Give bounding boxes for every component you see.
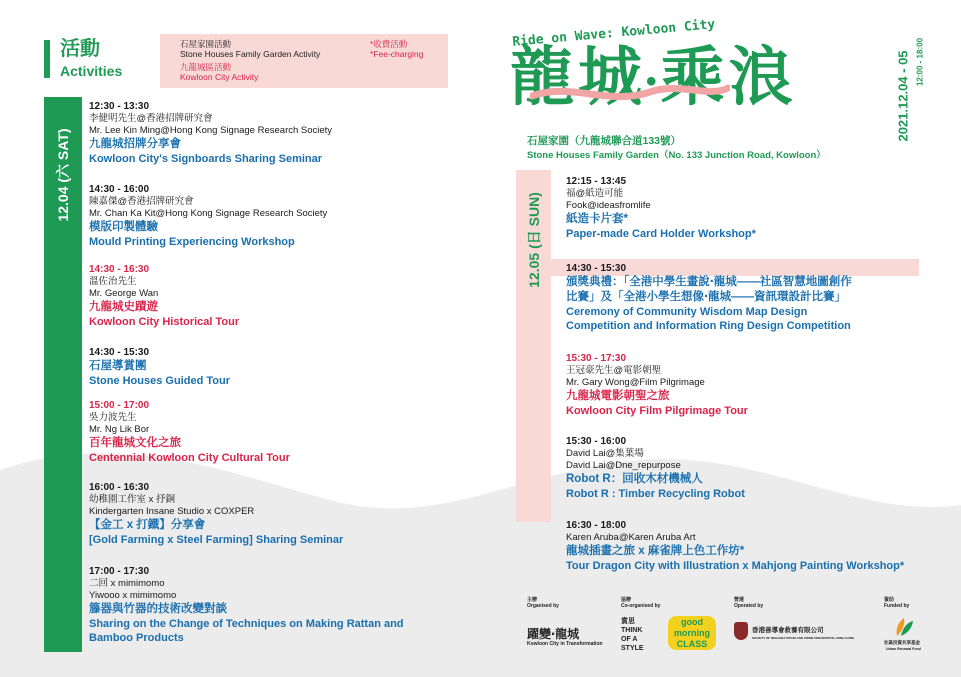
event-title-en: Robot R : Timber Recycling Robot (566, 488, 745, 500)
legend-fee-zh: *收費活動 (370, 39, 408, 49)
event-presenter-zh: 二回 x mimimomo (89, 578, 165, 589)
event-time: 17:00 - 17:30 (89, 566, 150, 577)
event-time: 15:30 - 16:00 (566, 436, 627, 447)
event-time: 12:15 - 13:45 (566, 176, 627, 187)
event-d2-1 (566, 175, 756, 241)
event-title-en: Kowloon City Historical Tour (89, 316, 240, 328)
event-title-zh: 九龍城電影朝聖之旅 (566, 390, 670, 402)
event-presenter-zh: 李健明先生@香港招牌研究會 (89, 113, 213, 124)
event-d1-4 (89, 346, 230, 388)
event-presenter-zh: 幼稚園工作室 x 抒銅 (89, 494, 176, 505)
logo-operator: 香港善導會救養有限公司 (752, 627, 824, 634)
brand-title-part1: 龍城 (510, 41, 646, 113)
event-presenter-zh: 陳嘉傑@香港招牌研究會 (89, 196, 194, 207)
legend (160, 34, 448, 88)
event-presenter-en: Karen Aruba@Karen Aruba Art (566, 532, 696, 543)
event-time: 14:30 - 15:30 (89, 347, 150, 358)
logo-gmc-line1: good (681, 617, 703, 627)
organiser-caption-zh: 主辦 (527, 597, 538, 603)
logo-funder-sub: Urban Renewal Fund (886, 647, 921, 651)
operator-caption-zh: 營運 (734, 597, 745, 603)
event-title-zh: 九龍城招牌分享會 (89, 138, 181, 150)
organiser-caption-en: Organised by (527, 603, 559, 609)
event-d2-3 (566, 352, 748, 418)
legend-stone-zh: 石屋家園活動 (180, 39, 232, 49)
event-time: 15:00 - 17:00 (89, 400, 150, 411)
logo-gmc-line3: CLASS (676, 639, 708, 649)
logo-think-zh: 賞思 (621, 618, 635, 625)
event-presenter-en: Mr. Lee Kin Ming@Hong Kong Signage Research Society (89, 125, 333, 136)
event-title-zh: 頒獎典禮：「全港中學生畫說‧龍城——社區智慧地圖創作 (566, 276, 852, 288)
event-time: 12:30 - 13:30 (89, 101, 150, 112)
event-title-zh: 紙造卡片套* (566, 213, 628, 225)
event-title-zh: 石屋導賞團 (89, 360, 147, 372)
logo-think-line2: OF A (621, 636, 638, 643)
activities-accent-bar (44, 40, 50, 78)
event-title-en: Kowloon City's Signboards Sharing Seminar (89, 153, 323, 165)
event-title-en-line2: Bamboo Products (89, 632, 184, 644)
event-presenter-en: Mr. George Wan (89, 288, 159, 299)
logo-gmc-line2: morning (674, 628, 710, 638)
logo-organiser-sub: Kowloon City in Transformation (527, 641, 603, 647)
logo-think-line1: THINK (621, 627, 643, 634)
operator-caption-en: Operated by (734, 603, 764, 609)
event-title-zh: 百年龍城文化之旅 (89, 437, 181, 449)
activities-subtitle: Activities (60, 63, 123, 79)
funder-caption-zh: 資助 (884, 597, 895, 603)
event-presenter-zh: David Lai@集葉場 (566, 448, 644, 459)
event-d1-2 (89, 183, 327, 249)
legend-kc (180, 62, 258, 82)
event-time: 14:30 - 16:30 (89, 264, 150, 275)
co-organiser (621, 597, 660, 609)
event-presenter-en: Mr. Gary Wong@Film Pilgrimage (566, 377, 705, 388)
funder (884, 597, 909, 609)
event-d1-7 (89, 565, 404, 645)
event-dates: 2021.12.04 - 05 (895, 50, 911, 142)
event-d1-1 (89, 100, 332, 166)
brand-title-part2: 乘浪 (660, 41, 797, 113)
event-presenter-zh: 溫佐治先生 (89, 276, 137, 287)
legend-stone (180, 39, 320, 59)
shield-icon (734, 622, 748, 640)
brand-title-dot: • (646, 65, 661, 99)
event-title-zh: 【金工 x 打鐵】分享會 (89, 519, 206, 531)
event-title-zh: 模版印製體驗 (89, 221, 158, 233)
event-title-en: Stone Houses Guided Tour (89, 375, 230, 387)
tagline: Ride on Wave: Kowloon City (511, 17, 716, 50)
co-organiser-caption-zh: 協辦 (621, 597, 632, 603)
event-title-en: Mould Printing Experiencing Workshop (89, 236, 295, 248)
legend-fee (370, 39, 423, 59)
event-time: 16:30 - 18:00 (566, 520, 627, 531)
event-title-en-line2: Competition and Information Ring Design Competition (566, 320, 851, 332)
event-d2-4 (566, 435, 745, 501)
venue-zh: 石屋家園（九龍城聯合道133號） (527, 135, 682, 147)
logo-think-line3: STYLE (621, 645, 644, 652)
event-title-en: Paper-made Card Holder Workshop* (566, 228, 756, 240)
event-title-zh: Robot R：回收木材機械人 (566, 473, 703, 485)
event-d2-5 (566, 519, 904, 573)
logo-operator-sub: SOCIETY OF REHABILITATION AND CRIME PREVENTION, HONG KONG (752, 636, 855, 640)
event-d1-6 (89, 481, 343, 547)
event-presenter-en: Mr. Chan Ka Kit@Hong Kong Signage Research Society (89, 208, 328, 219)
event-presenter-en: Mr. Ng Lik Bor (89, 424, 150, 435)
operator (734, 597, 763, 609)
event-title-en: Tour Dragon City with Illustration x Mahjong Painting Workshop* (566, 560, 905, 572)
event-presenter-zh: 王冠豪先生@電影朝聖 (566, 365, 662, 376)
event-presenter-zh: 福@紙造可能 (566, 188, 624, 199)
event-time: 15:30 - 17:30 (566, 353, 627, 364)
logo-good-morning-class (668, 616, 716, 650)
legend-fee-en: *Fee-charging (370, 49, 424, 59)
logo-think-of-a-style (621, 617, 644, 653)
day2-label: 12.05 (日 SUN) (526, 192, 542, 288)
event-time: 14:30 - 15:30 (566, 263, 627, 274)
event-title-en: Ceremony of Community Wisdom Map Design (566, 306, 808, 318)
event-title-en: Centennial Kowloon City Cultural Tour (89, 452, 290, 464)
co-organiser-caption-en: Co-organised by (621, 603, 661, 609)
event-hours: 12:00 - 18:00 (915, 37, 925, 87)
organiser (527, 597, 559, 609)
venue-en: Stone Houses Family Garden（No. 133 Junction Road, Kowloon） (527, 150, 826, 161)
legend-kc-zh: 九龍城區活動 (180, 62, 232, 72)
event-presenter-en: Fook@ideasfromlife (566, 200, 651, 211)
activities-title: 活動 (60, 38, 100, 60)
legend-kc-en: Kowloon City Activity (180, 72, 259, 82)
event-presenter-en: Kindergarten Insane Studio x COXPER (89, 506, 255, 517)
event-time: 14:30 - 16:00 (89, 184, 150, 195)
funder-caption-en: Funded by (884, 603, 910, 609)
event-d1-3 (89, 263, 239, 329)
event-time: 16:00 - 16:30 (89, 482, 150, 493)
event-d2-2 (566, 262, 852, 333)
event-title-zh: 籐器與竹器的技術改變對談 (89, 603, 227, 615)
event-d1-5 (89, 399, 290, 465)
logo-organiser: 躍變‧龍城 (527, 627, 580, 641)
logo-funder: 社區投資共享基金 (884, 640, 920, 645)
event-title-en: Sharing on the Change of Techniques on Making Rattan and (89, 618, 404, 630)
event-title-zh: 龍城插畫之旅 x 麻雀牌上色工作坊* (566, 545, 745, 557)
event-presenter-en: Yiwooo x mimimomo (89, 590, 177, 601)
event-title-en: [Gold Farming x Steel Farming] Sharing Seminar (89, 534, 344, 546)
event-title-zh: 九龍城史蹟遊 (89, 301, 158, 313)
funder-leaf-icon (893, 616, 915, 638)
event-title-en: Kowloon City Film Pilgrimage Tour (566, 405, 748, 417)
legend-stone-en: Stone Houses Family Garden Activity (180, 49, 321, 59)
day1-label: 12.04 (六 SAT) (55, 128, 71, 222)
event-presenter-en: David Lai@Dne_repurpose (566, 460, 681, 471)
brand-wave-ribbon (530, 78, 730, 108)
event-presenter-zh: 吳力波先生 (89, 412, 137, 423)
event-title-zh-line2: 比賽」及「全港小學生想像‧龍城——資訊環設計比賽」 (566, 291, 847, 303)
